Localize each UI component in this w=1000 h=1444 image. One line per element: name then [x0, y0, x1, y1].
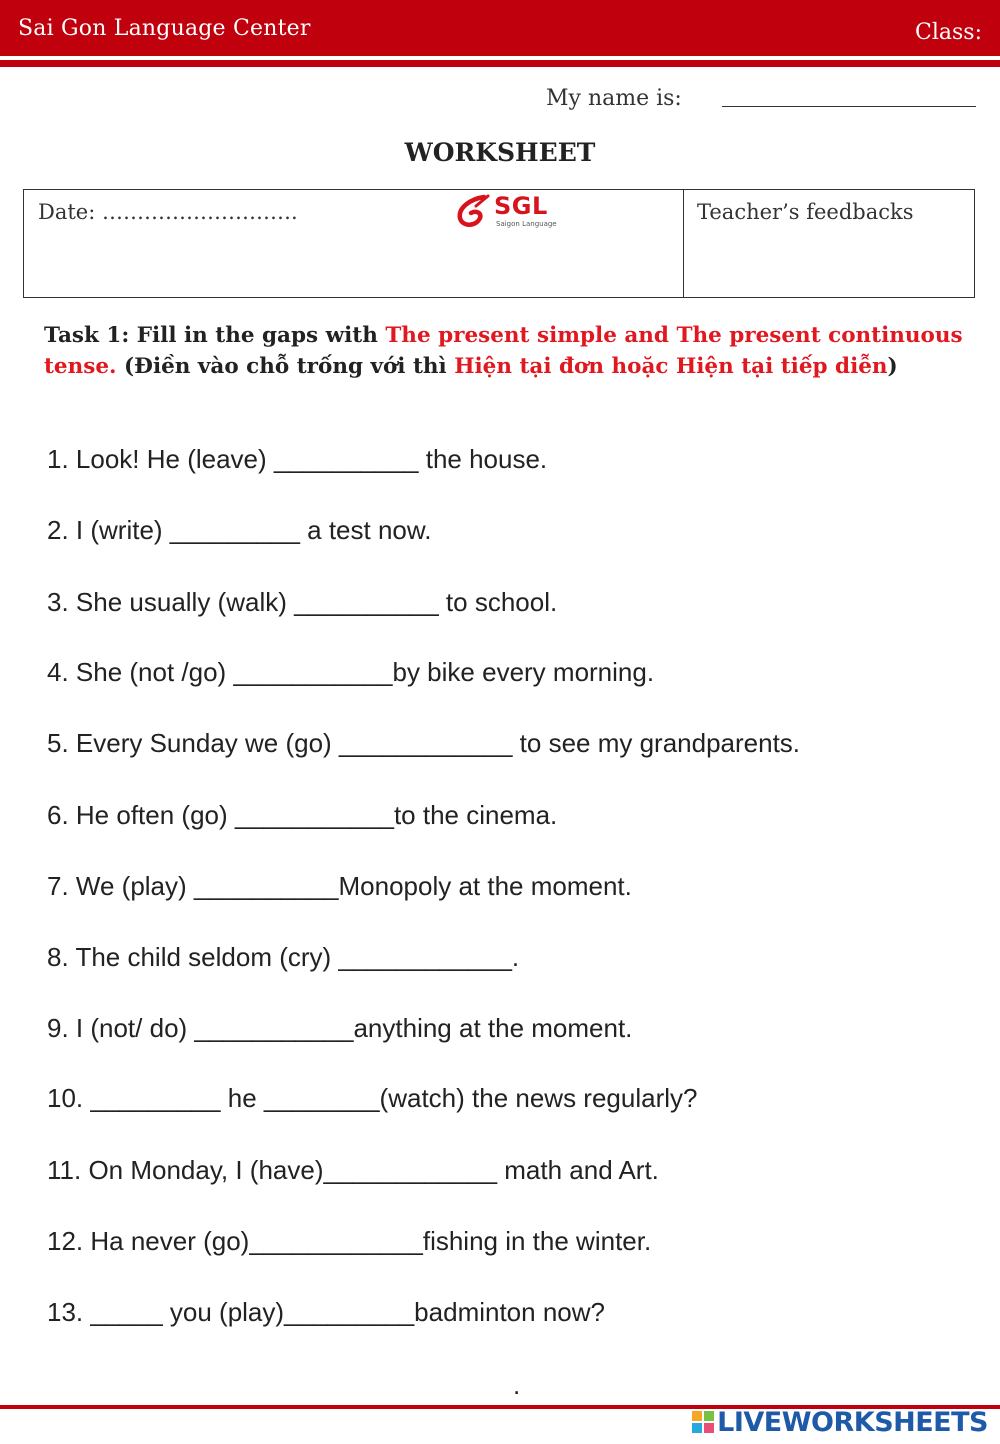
sgl-swirl-icon — [454, 194, 494, 230]
task-instruction — [44, 320, 979, 382]
class-label: Class: — [915, 20, 982, 45]
question-11[interactable]: 11. On Monday, I (have)____________ math and Art. — [47, 1155, 659, 1185]
name-label: My name is: — [546, 86, 682, 111]
liveworksheets-blocks-icon — [692, 1411, 714, 1433]
question-9[interactable]: 9. I (not/ do) ___________anything at the moment. — [47, 1013, 633, 1043]
question-10[interactable]: 10. _________ he ________(watch) the news regularly? — [47, 1083, 698, 1113]
task-prefix: Task 1: Fill in the gaps with — [44, 323, 386, 348]
header-bar — [0, 0, 1000, 56]
center-name: Sai Gon Language Center — [18, 16, 311, 41]
page-title: WORKSHEET — [404, 138, 596, 167]
question-13[interactable]: 13. _____ you (play)_________badminton now? — [47, 1297, 605, 1327]
teacher-feedback-label: Teacher’s feedbacks — [697, 200, 914, 224]
header-divider — [0, 60, 1000, 67]
liveworksheets-watermark — [692, 1402, 988, 1442]
question-8[interactable]: 8. The child seldom (cry) ____________. — [47, 942, 520, 972]
watermark-text: LIVEWORKSHEETS — [717, 1406, 988, 1438]
task-vi-prefix: (Điền vào chỗ trống với thì — [116, 354, 455, 379]
question-2[interactable]: 2. I (write) _________ a test now. — [47, 515, 432, 545]
info-box — [23, 189, 975, 298]
name-input-line[interactable] — [722, 106, 976, 107]
sgl-logo — [454, 190, 558, 234]
question-1[interactable]: 1. Look! He (leave) __________ the house. — [47, 444, 548, 474]
task-vi-tense-names: Hiện tại đơn hoặc Hiện tại tiếp diễn — [454, 354, 888, 379]
question-3[interactable]: 3. She usually (walk) __________ to school. — [47, 587, 558, 617]
page-dot: . — [513, 1370, 521, 1400]
logo-subtext: Saigon Language — [496, 220, 557, 228]
info-box-divider — [683, 190, 684, 297]
question-4[interactable]: 4. She (not /go) ___________by bike every morning. — [47, 657, 655, 687]
task-vi-suffix: ) — [887, 354, 898, 379]
task-tense-names: The present simple and The present continuous tense. — [44, 323, 963, 379]
date-label: Date: ………………………. — [38, 200, 298, 224]
question-6[interactable]: 6. He often (go) ___________to the cinema. — [47, 800, 558, 830]
question-7[interactable]: 7. We (play) __________Monopoly at the moment. — [47, 871, 632, 901]
question-5[interactable]: 5. Every Sunday we (go) ____________ to see my grandparents. — [47, 728, 801, 758]
question-12[interactable]: 12. Ha never (go)____________fishing in the winter. — [47, 1226, 652, 1256]
logo-text: SGL — [494, 192, 548, 220]
